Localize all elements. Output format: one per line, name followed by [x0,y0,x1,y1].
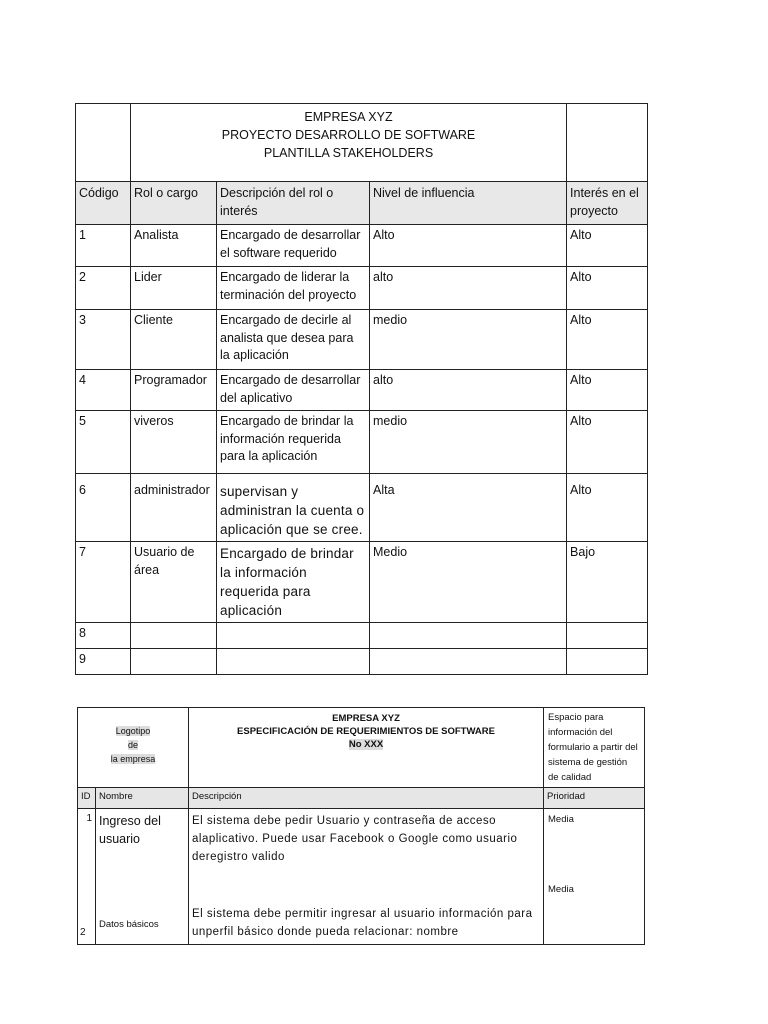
requirements-title-row [78,708,645,788]
row-description [217,649,370,675]
logo-placeholder [78,708,189,788]
stakeholders-title [131,104,567,182]
row-code: 9 [76,649,131,675]
table-row [76,267,648,310]
requirement-id: 2 [80,927,86,938]
row-code: 5 [76,411,131,474]
requirement-priority-cell [544,809,645,945]
row-influence [370,649,567,675]
row-description [217,623,370,649]
table-row [76,649,648,675]
row-description: Encargado de desarrollar del aplicativo [217,370,370,411]
row-role [131,623,217,649]
title-blank-left [76,104,131,182]
row-interest: Alto [567,267,648,310]
requirement-id-cell [78,809,96,945]
table-row [76,225,648,267]
table-row [78,809,645,945]
header-interest: Interés en el proyecto [567,182,648,225]
req-title-spec: ESPECIFICACIÓN DE REQUERIMIENTOS DE SOFTWARE [237,726,495,737]
table-row [76,623,648,649]
row-influence [370,623,567,649]
stakeholders-title-row [76,104,648,182]
row-interest [567,623,648,649]
row-description: supervisan y administran la cuenta o aplicación que se cree. [217,474,370,542]
requirements-header-row [78,788,645,809]
row-code: 1 [76,225,131,267]
header-role: Rol o cargo [131,182,217,225]
row-role [131,649,217,675]
row-code: 8 [76,623,131,649]
stakeholders-header-row [76,182,648,225]
header-description: Descripción [189,788,544,809]
requirement-name: Datos básicos [99,919,159,930]
row-code: 7 [76,542,131,623]
row-role: Analista [131,225,217,267]
requirement-name: Ingreso del usuario [99,814,161,846]
row-interest: Bajo [567,542,648,623]
row-influence: Alto [370,225,567,267]
row-description: Encargado de liderar la terminación del proyecto [217,267,370,310]
logo-line-3: la empresa [110,754,156,764]
row-description: Encargado de desarrollar el software requerido [217,225,370,267]
title-blank-right [567,104,648,182]
requirement-description: El sistema debe permitir ingresar al usuario información para unperfil básico donde pueda relacionar: nombre [192,908,533,938]
row-influence: medio [370,310,567,370]
row-influence: Alta [370,474,567,542]
row-description: Encargado de brindar la información requerida para aplicación [217,542,370,623]
row-code: 6 [76,474,131,542]
logo-line-2: de [127,740,138,750]
row-interest: Alto [567,225,648,267]
table-row [76,370,648,411]
requirements-title [189,708,544,788]
header-code: Código [76,182,131,225]
requirement-name-cell [96,809,189,945]
req-title-number: No XXX [348,739,384,750]
header-id: ID [78,788,96,809]
title-line-company: EMPRESA XYZ [304,110,393,124]
header-description: Descripción del rol o interés [217,182,370,225]
row-influence: Medio [370,542,567,623]
row-role: Lider [131,267,217,310]
quality-system-note: Espacio para información del formulario a partir del sistema de gestión de calidad [544,708,645,788]
row-code: 4 [76,370,131,411]
header-priority: Prioridad [544,788,645,809]
row-role: administrador [131,474,217,542]
header-influence: Nivel de influencia [370,182,567,225]
requirement-priority: Media [548,814,574,825]
row-interest: Alto [567,411,648,474]
row-role: Usuario de área [131,542,217,623]
title-line-project: PROYECTO DESARROLLO DE SOFTWARE [221,128,476,142]
row-role: viveros [131,411,217,474]
requirements-table [77,707,645,945]
row-interest: Alto [567,310,648,370]
table-row [76,310,648,370]
row-influence: alto [370,267,567,310]
row-influence: alto [370,370,567,411]
requirement-description: El sistema debe pedir Usuario y contraseña de acceso alaplicativo. Puede usar Facebook o Google como usuario deregistro valido [192,815,518,863]
row-description: Encargado de decirle al analista que desea para la aplicación [217,310,370,370]
requirement-description-cell [189,809,544,945]
req-title-company: EMPRESA XYZ [332,713,400,724]
requirement-priority: Media [548,884,574,895]
title-line-template: PLANTILLA STAKEHOLDERS [263,146,434,160]
logo-line-1: Logotipo [115,726,151,736]
table-row [76,474,648,542]
row-code: 2 [76,267,131,310]
table-row [76,542,648,623]
stakeholders-table [75,103,648,675]
row-role: Programador [131,370,217,411]
row-code: 3 [76,310,131,370]
requirement-id: 1 [86,813,92,824]
row-interest: Alto [567,474,648,542]
row-role: Cliente [131,310,217,370]
row-interest: Alto [567,370,648,411]
table-row [76,411,648,474]
header-name: Nombre [96,788,189,809]
row-influence: medio [370,411,567,474]
row-description: Encargado de brindar la información requerida para la aplicación [217,411,370,474]
row-interest [567,649,648,675]
